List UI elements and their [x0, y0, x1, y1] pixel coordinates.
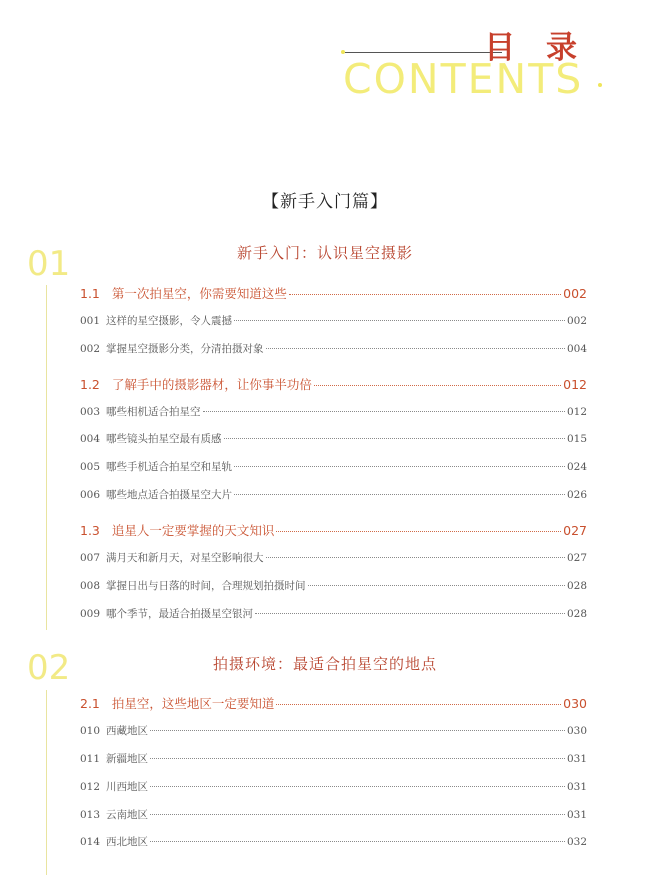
item-number: 011: [80, 753, 101, 765]
item-title: 掌握星空摄影分类，分清拍摄对象: [106, 343, 264, 355]
item-number: 001: [80, 315, 101, 327]
chapter-title: 新手入门：认识星空摄影: [236, 244, 413, 262]
item-number: 012: [80, 781, 101, 793]
dot-leader: [234, 466, 565, 467]
chapter-side-line: [46, 690, 47, 875]
toc-item-row[interactable]: [80, 606, 587, 621]
section-number: 1.3: [80, 523, 100, 538]
item-number: 005: [80, 461, 101, 473]
item-title: 西藏地区: [106, 725, 149, 737]
dot-leader: [308, 585, 565, 586]
toc-item-row[interactable]: [80, 404, 587, 419]
toc-section-row[interactable]: [80, 375, 587, 393]
item-number: 009: [80, 608, 101, 620]
item-number: 008: [80, 580, 101, 592]
toc-title-cn: 目 录: [484, 30, 587, 66]
dot-leader: [314, 385, 561, 386]
part-title: 【新手入门篇】: [262, 192, 388, 212]
page-number: 031: [566, 781, 587, 793]
item-title: 掌握日出与日落的时间，合理规划拍摄时间: [106, 580, 306, 592]
page-number: 015: [566, 433, 587, 445]
item-title: 川西地区: [106, 781, 149, 793]
item-number: 003: [80, 406, 101, 418]
toc-item-row[interactable]: [80, 487, 587, 502]
item-title: 哪个季节，最适合拍摄星空银河: [106, 608, 254, 620]
toc-item-row[interactable]: [80, 834, 587, 849]
item-title: 这样的星空摄影，令人震撼: [106, 315, 233, 327]
dot-leader: [266, 348, 565, 349]
item-number: 002: [80, 343, 101, 355]
page-number: 024: [566, 461, 587, 473]
page-number: 026: [566, 489, 587, 501]
item-title: 西北地区: [106, 836, 149, 848]
page-number: 012: [563, 377, 587, 392]
chapter-side-line: [46, 285, 47, 630]
chapter-number: 02: [27, 648, 71, 688]
dot-leader: [150, 730, 565, 731]
dot-leader: [150, 786, 565, 787]
item-title: 云南地区: [106, 809, 149, 821]
item-number: 013: [80, 809, 101, 821]
page-number: 027: [566, 552, 587, 564]
item-title: 哪些地点适合拍摄星空大片: [106, 489, 233, 501]
toc-item-row[interactable]: [80, 313, 587, 328]
page-number: 030: [563, 696, 587, 711]
item-title: 满月天和新月天，对星空影响很大: [106, 552, 264, 564]
section-number: 1.2: [80, 377, 100, 392]
page-number: 031: [566, 753, 587, 765]
dot-leader: [234, 320, 565, 321]
toc-item-row[interactable]: [80, 807, 587, 822]
page-number: 002: [563, 286, 587, 301]
page-number: 032: [566, 836, 587, 848]
page-number: 028: [566, 608, 587, 620]
chapter-title: 拍摄环境：最适合拍星空的地点: [212, 655, 437, 673]
dot-leader: [276, 704, 561, 705]
dot-leader: [276, 531, 561, 532]
toc-title-en: CONTENTS: [343, 55, 584, 103]
item-title: 哪些相机适合拍星空: [106, 406, 201, 418]
page-number: 012: [566, 406, 587, 418]
page-number: 027: [563, 523, 587, 538]
toc-item-row[interactable]: [80, 431, 587, 446]
dot-leader: [150, 841, 565, 842]
header-dot-right: [598, 83, 602, 87]
toc-item-row[interactable]: [80, 459, 587, 474]
toc-item-row[interactable]: [80, 550, 587, 565]
section-number: 1.1: [80, 286, 100, 301]
item-title: 哪些镜头拍星空最有质感: [106, 433, 222, 445]
page-number: 031: [566, 809, 587, 821]
section-title: 追星人一定要掌握的天文知识: [111, 523, 275, 538]
dot-leader: [289, 294, 561, 295]
dot-leader: [234, 494, 565, 495]
dot-leader: [224, 438, 565, 439]
toc-section-row[interactable]: [80, 521, 587, 539]
toc-item-row[interactable]: [80, 779, 587, 794]
chapter-number: 01: [27, 244, 71, 284]
section-title: 拍星空，这些地区一定要知道: [111, 696, 275, 711]
dot-leader: [266, 557, 565, 558]
item-number: 007: [80, 552, 101, 564]
section-title: 了解手中的摄影器材，让你事半功倍: [111, 377, 312, 392]
section-title: 第一次拍星空，你需要知道这些: [111, 286, 287, 301]
toc-item-row[interactable]: [80, 578, 587, 593]
dot-leader: [255, 613, 565, 614]
dot-leader: [150, 814, 565, 815]
dot-leader: [150, 758, 565, 759]
page-number: 004: [566, 343, 587, 355]
item-title: 新疆地区: [106, 753, 149, 765]
toc-item-row[interactable]: [80, 341, 587, 356]
section-number: 2.1: [80, 696, 100, 711]
page-number: 028: [566, 580, 587, 592]
dot-leader: [203, 411, 565, 412]
page-number: 002: [566, 315, 587, 327]
item-number: 014: [80, 836, 101, 848]
item-number: 006: [80, 489, 101, 501]
toc-section-row[interactable]: [80, 694, 587, 712]
toc-section-row[interactable]: [80, 284, 587, 302]
item-number: 004: [80, 433, 101, 445]
item-number: 010: [80, 725, 101, 737]
item-title: 哪些手机适合拍星空和星轨: [106, 461, 233, 473]
header-rule: [345, 52, 502, 53]
page-number: 030: [566, 725, 587, 737]
toc-item-row[interactable]: [80, 751, 587, 766]
toc-item-row[interactable]: [80, 723, 587, 738]
